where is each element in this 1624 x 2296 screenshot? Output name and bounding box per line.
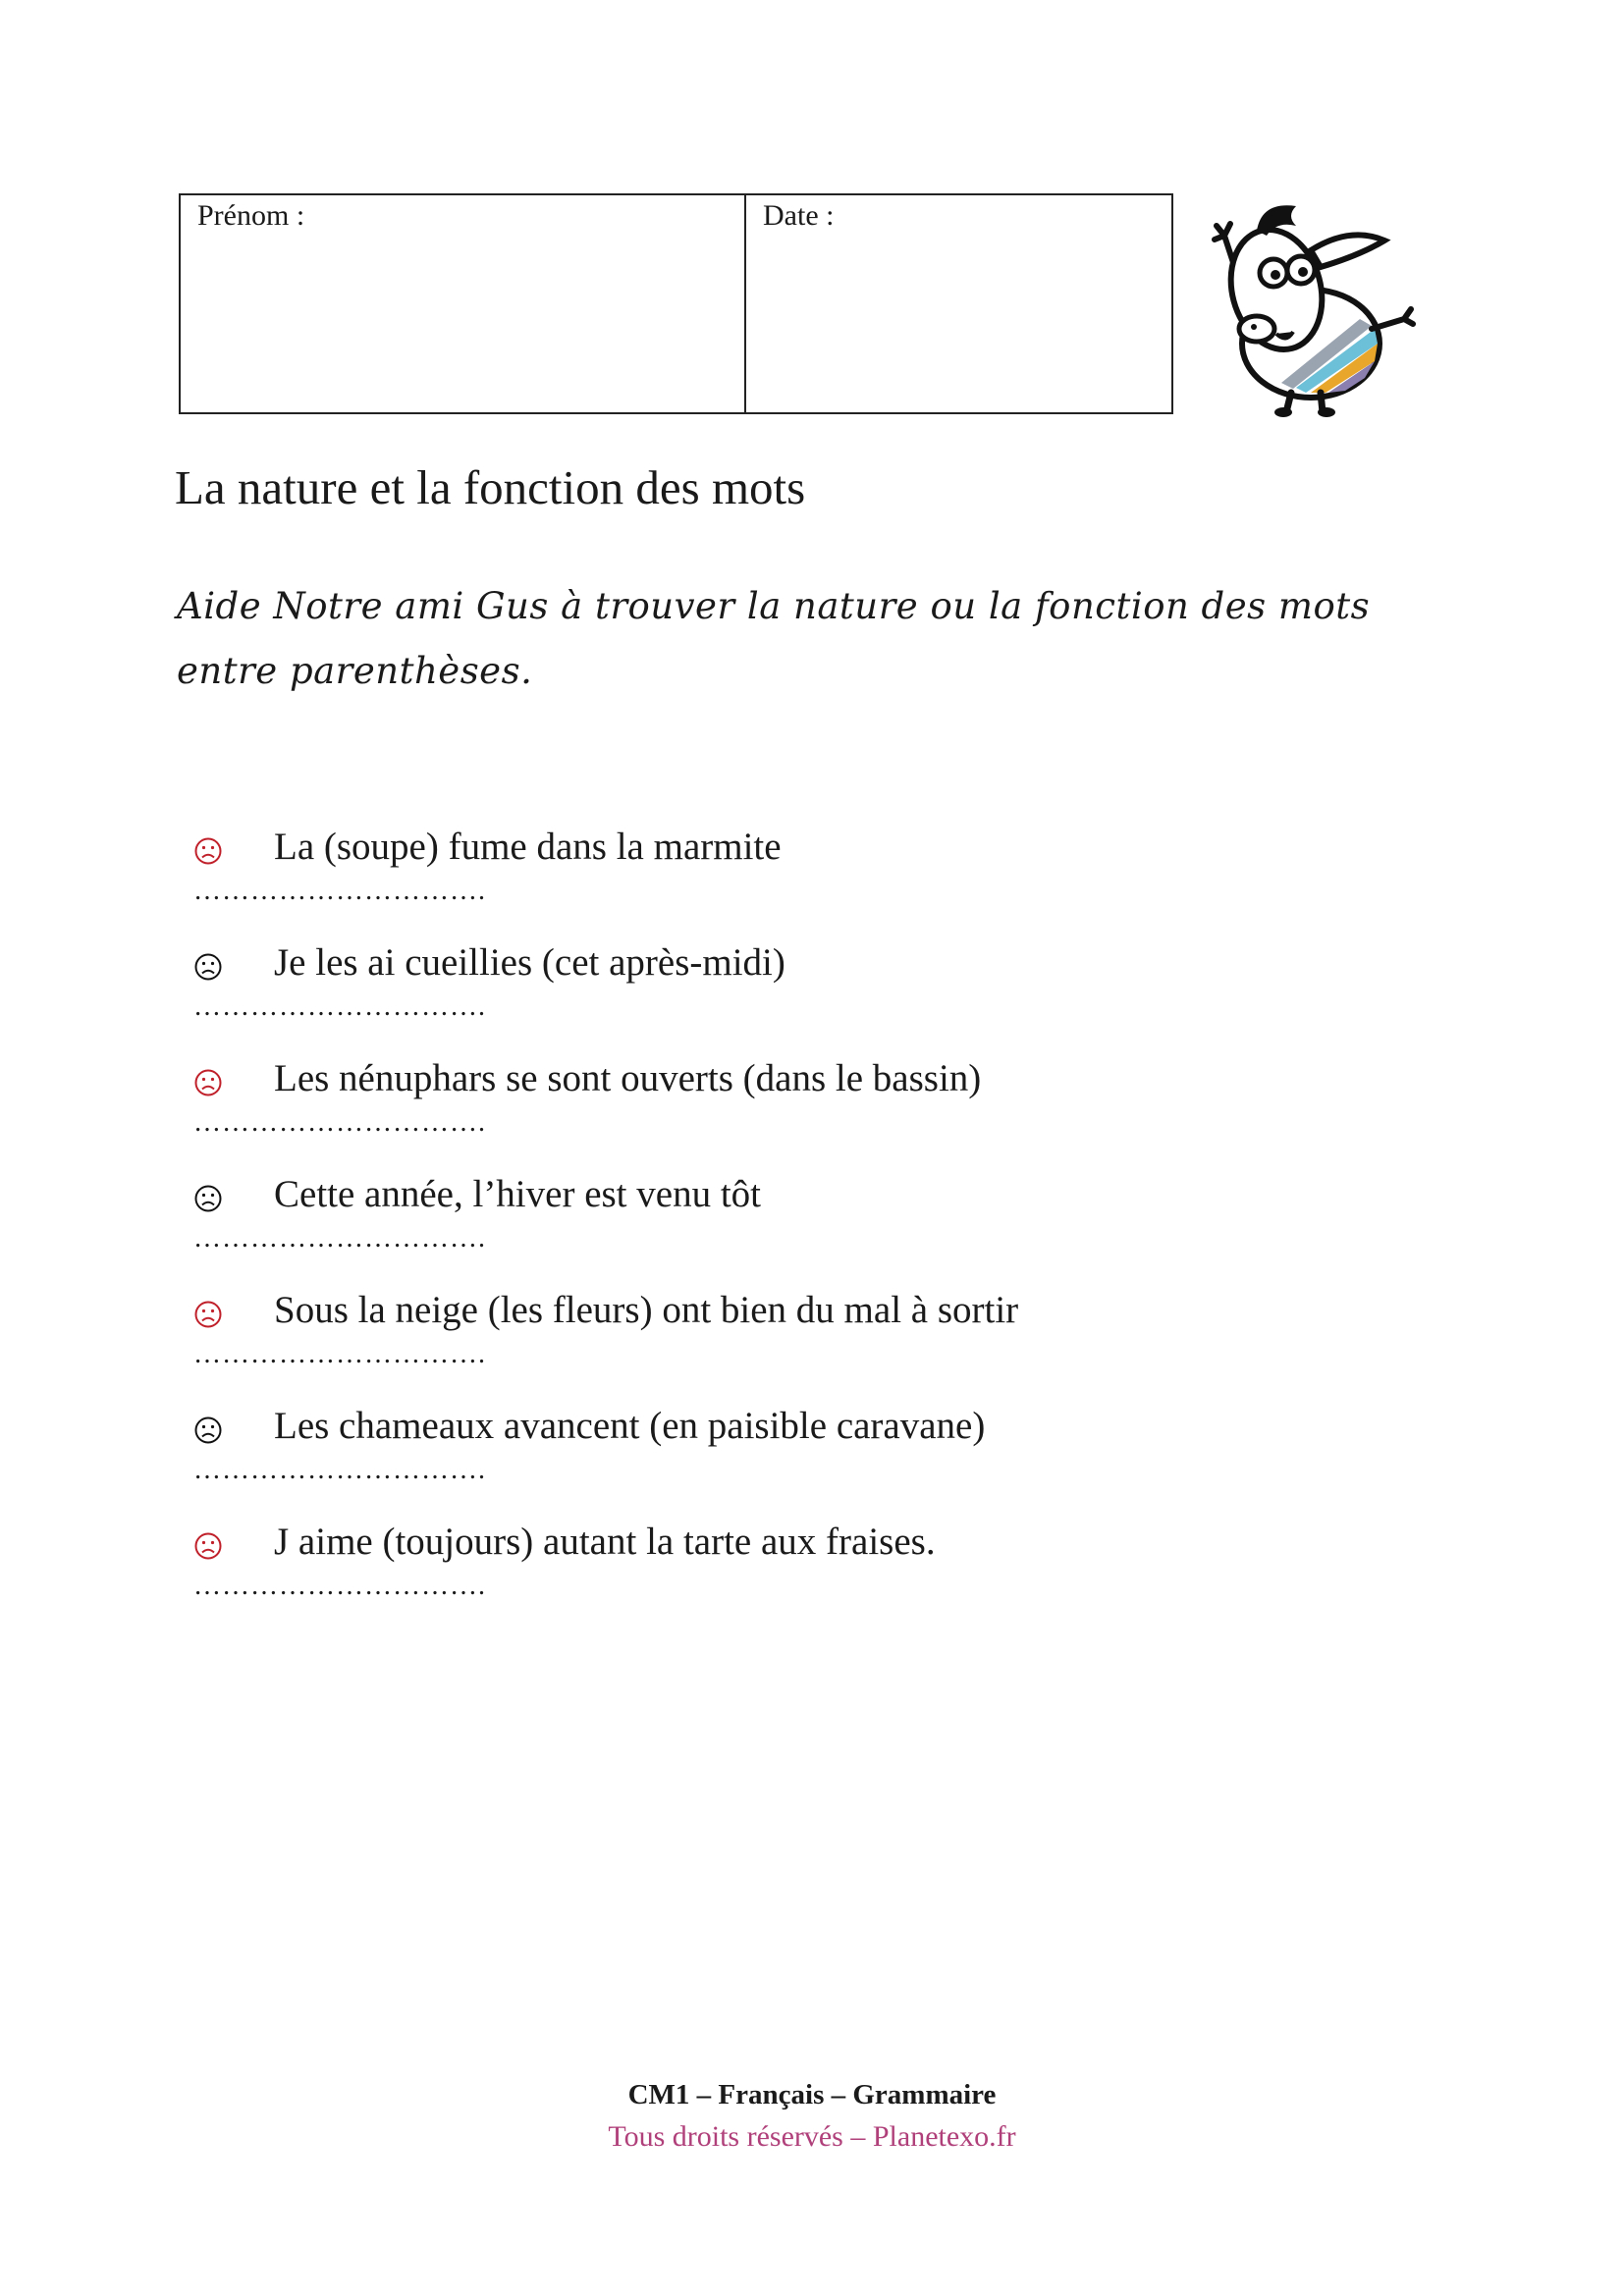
exercise-sentence: Les nénuphars se sont ouverts (dans le bassin) [274,1057,982,1099]
frown-face-icon [193,1300,223,1329]
exercise-item [193,825,1372,940]
frown-face-icon [193,1531,223,1561]
exercise-sentence: Cette année, l’hiver est venu tôt [274,1173,761,1215]
frown-face-icon [193,1068,223,1097]
sheep-mascot-icon [1203,196,1419,417]
exercise-sentence: Les chameaux avancent (en paisible caravane) [274,1405,986,1447]
instruction-text: Aide Notre ami Gus à trouver la nature ou la fonction des mots entre parenthèses. [177,585,1371,692]
name-label: Prénom : [197,199,305,232]
frown-face-icon [193,836,223,866]
exercise-item [193,1520,1372,1635]
exercise-item [193,1404,1372,1520]
footer-copyright: Tous droits réservés – Planetexo.fr [608,2120,1016,2153]
exercise-item [193,1172,1372,1288]
answer-line[interactable]: …………………………. [193,1107,486,1138]
answer-line[interactable]: …………………………. [193,1223,486,1254]
exercise-sentence: J aime (toujours) autant la tarte aux fraises. [274,1521,936,1563]
exercise-sentence: Je les ai cueillies (cet après-midi) [274,941,785,984]
frown-face-icon [193,952,223,982]
date-field[interactable] [746,195,1171,412]
exercise-sentence: La (soupe) fume dans la marmite [274,826,782,868]
exercise-sentence: Sous la neige (les fleurs) ont bien du mal à sortir [274,1289,1019,1331]
frown-face-icon [193,1415,223,1445]
exercise-item [193,1288,1372,1404]
answer-line[interactable]: …………………………. [193,876,486,906]
student-info-table [179,193,1173,414]
frown-face-icon [193,1184,223,1213]
exercise-list [193,825,1372,1635]
answer-line[interactable]: …………………………. [193,1339,486,1369]
answer-line[interactable]: …………………………. [193,1571,486,1601]
exercise-item [193,940,1372,1056]
date-label: Date : [763,199,835,232]
exercise-item [193,1056,1372,1172]
answer-line[interactable]: …………………………. [193,991,486,1022]
page-title: La nature et la fonction des mots [175,460,806,514]
name-field[interactable] [181,195,746,412]
answer-line[interactable]: …………………………. [193,1455,486,1485]
footer-title: CM1 – Français – Grammaire [627,2079,997,2110]
